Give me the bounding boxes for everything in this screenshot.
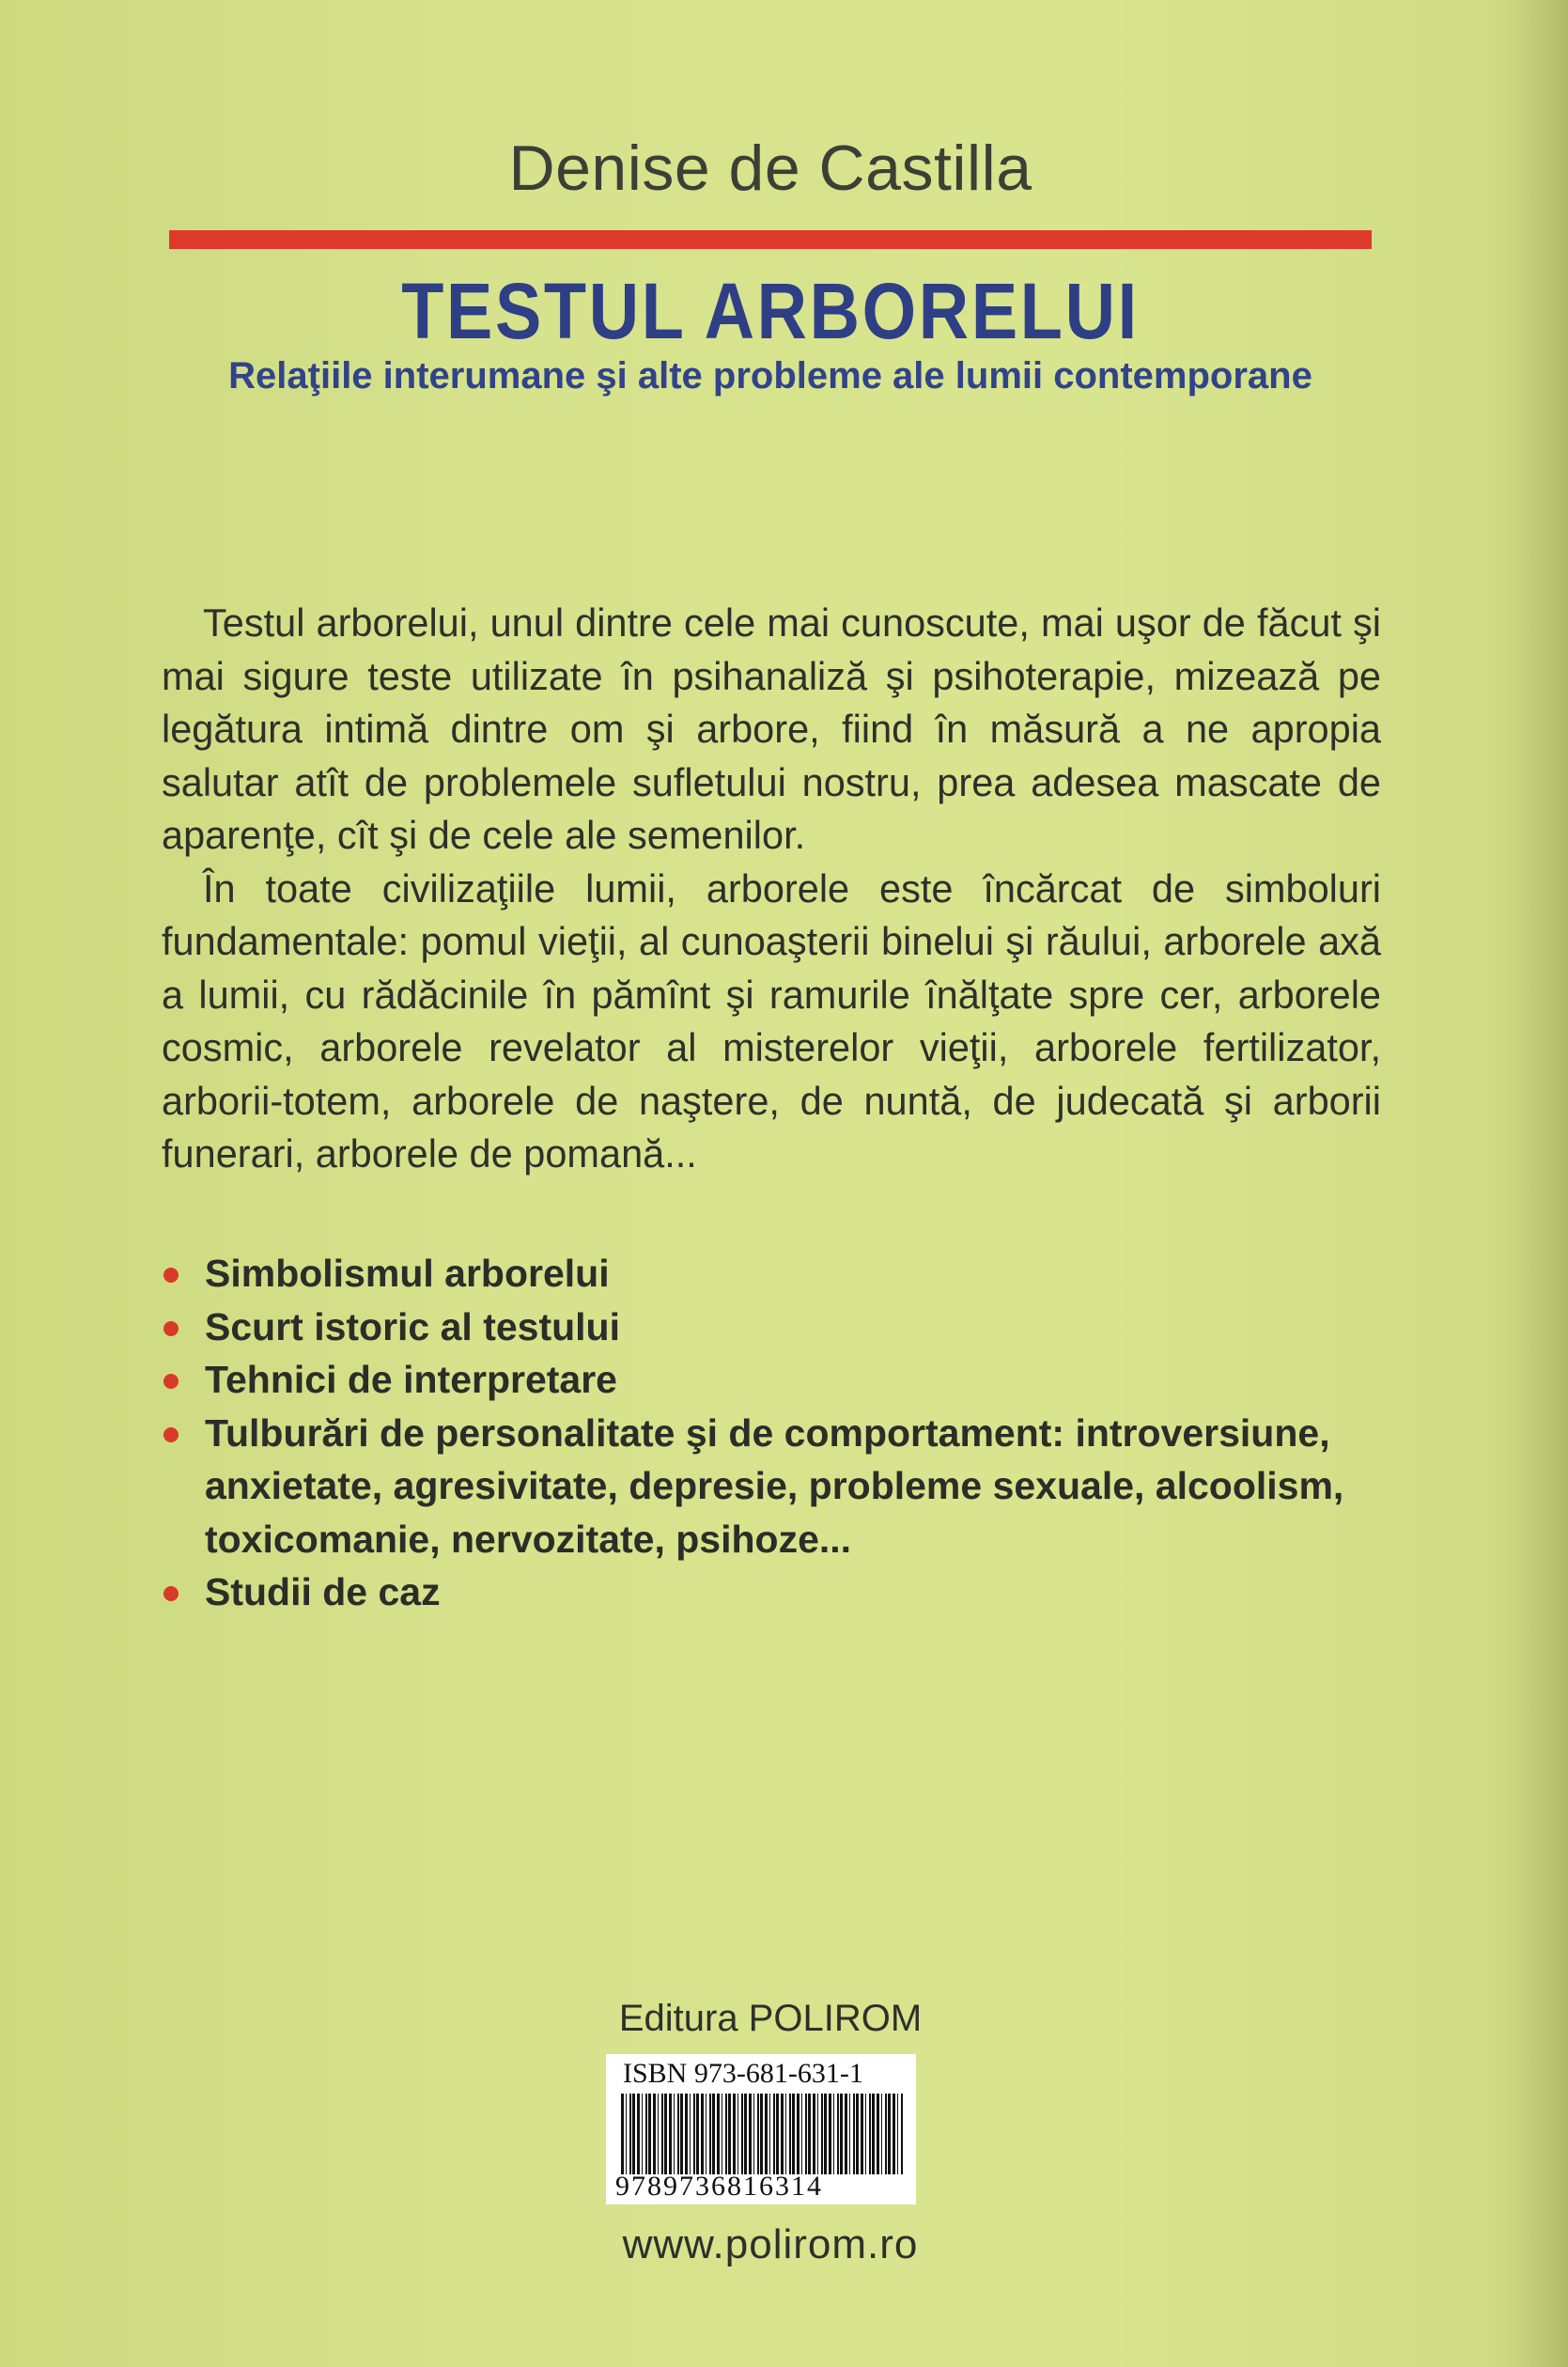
blurb-paragraph: Testul arborelui, unul dintre cele mai cunoscute, mai uşor de făcut şi mai sigure teste utilizate în psihanaliză şi psihoterapie, mizează pe legătura intimă dintre om şi arbore, fiind în măsură a ne apropia salutar atît de problemele sufletului nostru, prea adesea mascate de aparenţe, cît şi de cele ale semenilor. — [162, 600, 1381, 857]
publisher-website: www.polirom.ro — [622, 2221, 919, 2267]
author-name: Denise de Castilla — [508, 132, 1032, 204]
isbn-label: ISBN 973-681-631-1 — [623, 2058, 863, 2089]
book-subtitle: Relaţiile interumane şi alte probleme ale lumii contemporane — [228, 355, 1312, 397]
blurb-text — [162, 597, 1381, 1181]
topic-item — [160, 1300, 1400, 1354]
bullet-dot-icon — [163, 1427, 179, 1442]
topic-item — [160, 1565, 1400, 1619]
bullet-dot-icon — [163, 1321, 179, 1336]
topic-label: Studii de caz — [205, 1570, 441, 1613]
blurb-paragraph: În toate civilizaţiile lumii, arborele este încărcat de simboluri fundamentale: pomul vieţii, al cunoaşterii binelui şi răului, arborele axă a lumii, cu rădăcinile în pămînt şi ramurile înălţate spre cer, arborele cosmic, arborele revelator al misterelor vieţii, arborele fertilizator, arborii-totem, arborele de naştere, de nuntă, de judecată şi arborii funerari, arborele de pomană... — [162, 865, 1381, 1176]
topic-label: Scurt istoric al testului — [205, 1304, 620, 1348]
topics-list — [160, 1247, 1400, 1619]
topic-label: Tehnici de interpretare — [205, 1358, 617, 1401]
topic-label: Tulburări de personalitate şi de comportament: introversiune, anxietate, agresivitate, depresie, probleme sexuale, alcoolism, toxicomanie, nervozitate, psihoze... — [205, 1410, 1344, 1561]
topic-label: Simbolismul arborelui — [205, 1252, 610, 1295]
bullet-dot-icon — [163, 1268, 179, 1283]
bullet-dot-icon — [163, 1374, 179, 1389]
ean-number: 9789736816314 — [615, 2171, 823, 2202]
topic-item — [160, 1353, 1400, 1407]
topic-item — [160, 1247, 1400, 1300]
bullet-dot-icon — [163, 1586, 179, 1601]
publisher-name: Editura POLIROM — [618, 1998, 923, 2039]
red-divider-rule — [169, 230, 1372, 249]
barcode-bars-icon — [621, 2094, 903, 2174]
barcode — [606, 2054, 916, 2204]
topic-item — [160, 1407, 1400, 1566]
book-title: TESTUL ARBORELUI — [401, 267, 1140, 355]
